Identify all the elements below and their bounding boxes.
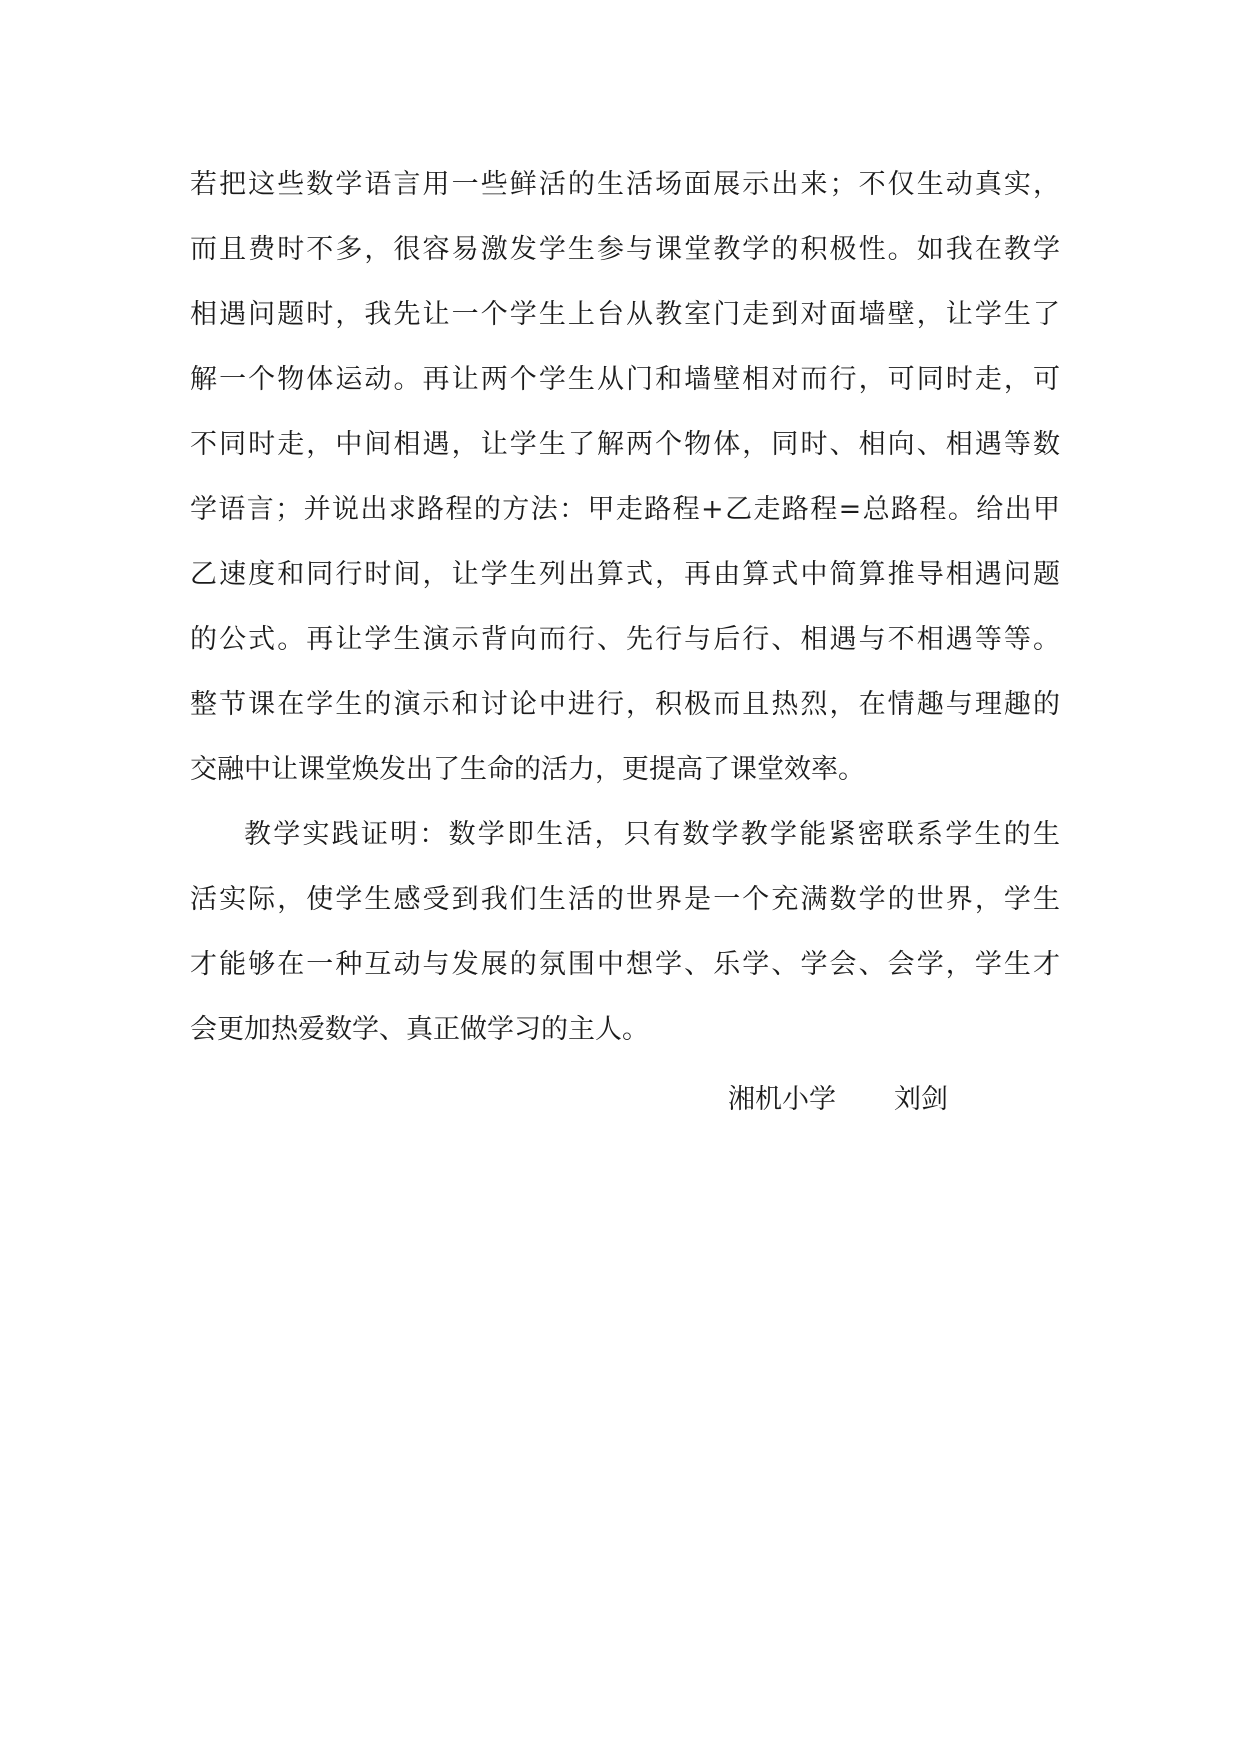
paragraph-1-line: 而且费时不多，很容易激发学生参与课堂教学的积极性。如我在教学: [190, 234, 1060, 265]
paragraph-1-line: 不同时走，中间相遇，让学生了解两个物体，同时、相向、相遇等数: [190, 429, 1060, 460]
paragraph-1-line: 的公式。再让学生演示背向而行、先行与后行、相遇与不相遇等等。: [190, 624, 1060, 655]
signature: [728, 1067, 948, 1132]
paragraph-1-line: 乙速度和同行时间，让学生列出算式，再由算式中简算推导相遇问题: [190, 559, 1060, 590]
paragraph-2-line: 会更加热爱数学、真正做学习的主人。: [190, 1014, 649, 1045]
paragraph-1-line: 整节课在学生的演示和讨论中进行，积极而且热烈，在情趣与理趣的: [190, 689, 1060, 720]
paragraph-1-line: 相遇问题时，我先让一个学生上台从教室门走到对面墙壁，让学生了: [190, 299, 1060, 330]
paragraph-1-line: 解一个物体运动。再让两个学生从门和墙壁相对而行，可同时走，可: [190, 364, 1060, 395]
paragraph-2-line: 教学实践证明：数学即生活，只有数学教学能紧密联系学生的生: [244, 819, 1060, 850]
body-text: [190, 152, 1060, 1062]
paragraph-2-line: 活实际，使学生感受到我们生活的世界是一个充满数学的世界，学生: [190, 884, 1060, 915]
paragraph-1-line: 交融中让课堂焕发出了生命的活力，更提高了课堂效率。: [190, 754, 865, 785]
paragraph-2-line: 才能够在一种互动与发展的氛围中想学、乐学、学会、会学，学生才: [190, 949, 1060, 980]
signature-school: 湘机小学: [728, 1084, 836, 1115]
paragraph-1-line: 学语言；并说出求路程的方法：甲走路程+乙走路程=总路程。给出甲: [190, 494, 1060, 525]
signature-author: 刘剑: [894, 1084, 948, 1115]
paragraph-1-line: 若把这些数学语言用一些鲜活的生活场面展示出来；不仅生动真实，: [190, 169, 1060, 200]
